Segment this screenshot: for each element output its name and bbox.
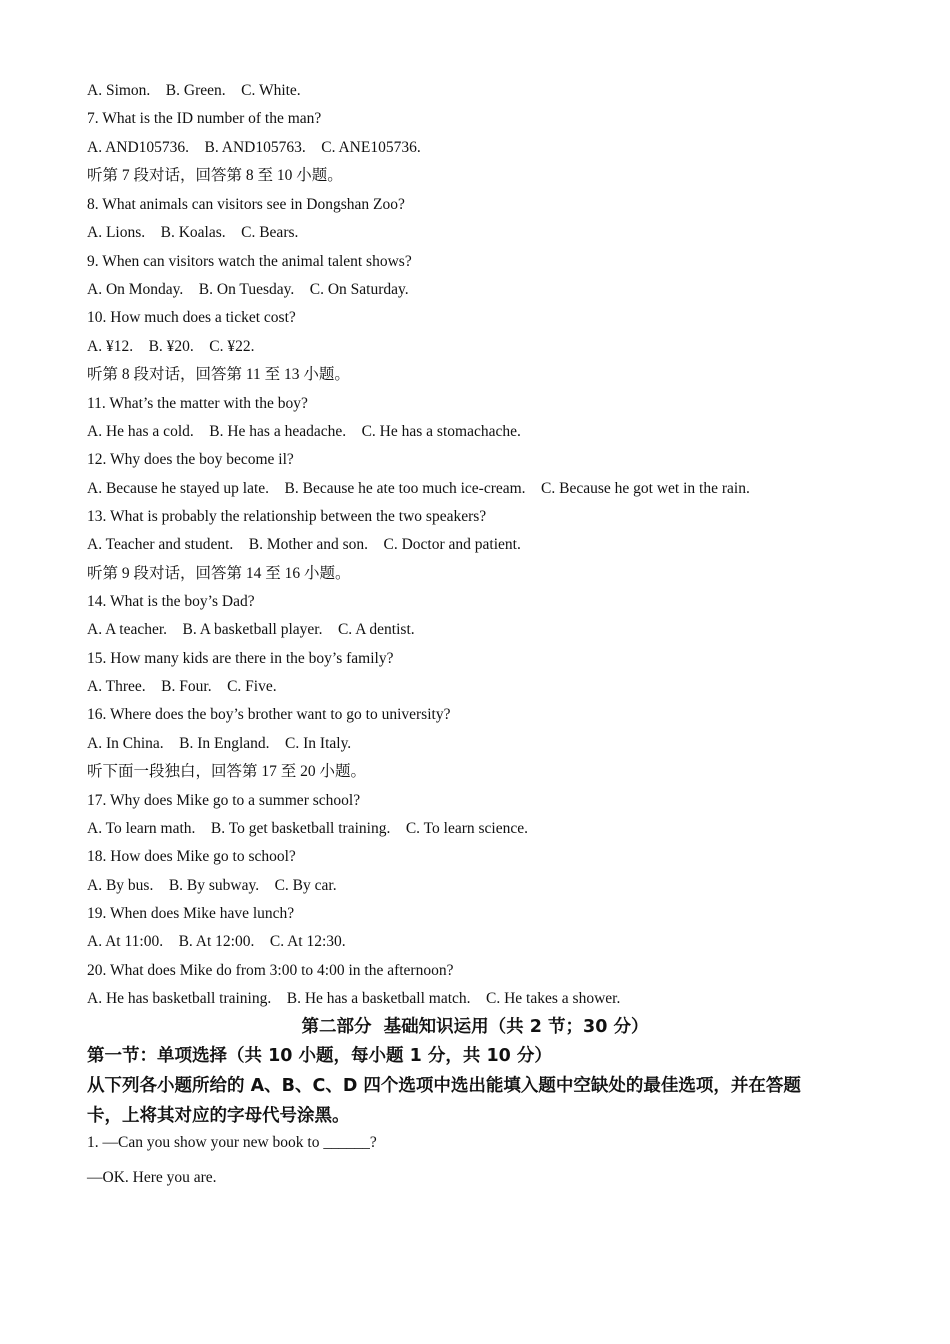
options-q9: A. On Monday. B. On Tuesday. C. On Saturday.	[87, 281, 409, 298]
section-instruction-7: 听第 7 段对话，回答第 8 至 10 小题。	[87, 167, 343, 184]
options-q17: A. To learn math. B. To get basketball training. C. To learn science.	[87, 820, 528, 837]
section-instruction-9: 听第 9 段对话，回答第 14 至 16 小题。	[87, 565, 351, 582]
part-two-title: 第二部分 基础知识运用（共 2 节；30 分）	[301, 1017, 649, 1037]
options-q12: A. Because he stayed up late. B. Because he ate too much ice-cream. C. Because he got wet in the rain.	[87, 480, 750, 497]
options-q20: A. He has basketball training. B. He has a basketball match. C. He takes a shower.	[87, 990, 621, 1007]
question-7: 7. What is the ID number of the man?	[87, 110, 322, 127]
question-19: 19. When does Mike have lunch?	[87, 905, 295, 922]
question-10: 10. How much does a ticket cost?	[87, 309, 296, 326]
question-17: 17. Why does Mike go to a summer school?	[87, 792, 361, 809]
section-instruction-8: 听第 8 段对话，回答第 11 至 13 小题。	[87, 366, 350, 383]
question-8: 8. What animals can visitors see in Dongshan Zoo?	[87, 196, 405, 213]
options-q18: A. By bus. B. By subway. C. By car.	[87, 877, 337, 894]
options-q11: A. He has a cold. B. He has a headache. C. He has a stomachache.	[87, 423, 521, 440]
question-9: 9. When can visitors watch the animal talent shows?	[87, 253, 412, 270]
options-q6: A. Simon. B. Green. C. White.	[87, 82, 301, 99]
options-q15: A. Three. B. Four. C. Five.	[87, 678, 277, 695]
section-one-heading: 第一节：单项选择（共 10 小题，每小题 1 分，共 10 分）	[87, 1046, 552, 1066]
options-q14: A. A teacher. B. A basketball player. C. A dentist.	[87, 621, 415, 638]
question-15: 15. How many kids are there in the boy’s family?	[87, 650, 394, 667]
instruction-line-2: 卡，上将其对应的字母代号涂黑。	[87, 1106, 350, 1126]
question-18: 18. How does Mike go to school?	[87, 848, 296, 865]
question-20: 20. What does Mike do from 3:00 to 4:00 in the afternoon?	[87, 962, 454, 979]
question-13: 13. What is probably the relationship between the two speakers?	[87, 508, 487, 525]
section-instruction-monologue: 听下面一段独白，回答第 17 至 20 小题。	[87, 763, 367, 780]
question-12: 12. Why does the boy become il?	[87, 451, 294, 468]
grammar-question-1: 1. —Can you show your new book to ______?	[87, 1134, 377, 1151]
options-q13: A. Teacher and student. B. Mother and son. C. Doctor and patient.	[87, 536, 521, 553]
options-q7: A. AND105736. B. AND105763. C. ANE105736.	[87, 139, 421, 156]
instruction-line-1: 从下列各小题所给的 A、B、C、D 四个选项中选出能填入题中空缺处的最佳选项，并在答题	[87, 1076, 801, 1096]
question-16: 16. Where does the boy’s brother want to go to university?	[87, 706, 451, 723]
question-14: 14. What is the boy’s Dad?	[87, 593, 255, 610]
options-q8: A. Lions. B. Koalas. C. Bears.	[87, 224, 299, 241]
grammar-question-1-response: —OK. Here you are.	[87, 1169, 217, 1186]
question-11: 11. What’s the matter with the boy?	[87, 395, 308, 412]
options-q10: A. ¥12. B. ¥20. C. ¥22.	[87, 338, 255, 355]
options-q19: A. At 11:00. B. At 12:00. C. At 12:30.	[87, 933, 346, 950]
options-q16: A. In China. B. In England. C. In Italy.	[87, 735, 352, 752]
